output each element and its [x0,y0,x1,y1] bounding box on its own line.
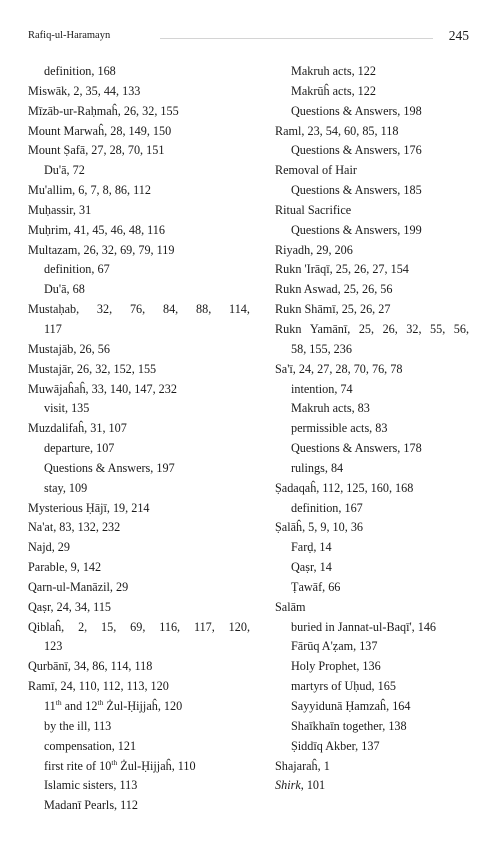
entry-text-part: 11 [44,699,56,713]
index-entry: Mysterious Ḥājī, 19, 214 [28,500,150,515]
index-subentry: 123 [44,639,63,654]
index-subentry: Fārūq A'ẓam, 137 [291,639,378,654]
index-subentry: Ṭawāf, 66 [291,579,341,594]
index-subentry: definition, 168 [44,64,116,78]
index-subentry: Madanī Pearls, 112 [44,798,138,813]
index-subentry: Shaīkhaīn together, 138 [291,718,407,733]
entry-word: 25, [358,321,375,336]
index-entry: Rukn Shāmī, 25, 26, 27 [275,302,391,317]
index-entry: Qaṣr, 24, 34, 115 [28,599,112,614]
entry-word: 120, [228,619,250,634]
running-header [28,30,469,44]
entry-text-part: Shirk [275,778,301,793]
page-number: 245 [448,28,469,43]
index-subentry: Questions & Answers, 185 [291,183,422,198]
index-entry: Mount Marwaĥ, 28, 149, 150 [28,123,172,138]
index-subentry: Farḍ, 14 [291,540,332,555]
index-entry: Mīzāb-ur-Raḥmaĥ, 26, 32, 155 [28,103,179,118]
index-subentry: stay, 109 [44,480,88,495]
index-entry: Salām [275,599,306,614]
entry-word: 84, [162,302,179,317]
index-subentry: 58, 155, 236 [291,341,352,356]
entry-word: 55, [430,321,446,336]
index-subentry: Questions & Answers, 176 [291,143,422,158]
ordinal-suffix: th [97,697,104,707]
entry-text-part: and 12 [61,699,98,713]
index-subentry: Makruh acts, 122 [291,64,376,78]
index-subentry: visit, 135 [44,401,90,416]
index-subentry: definition, 167 [291,500,363,515]
index-subentry: Du'ā, 72 [44,163,85,178]
entry-word: Rukn [275,321,302,336]
entry-word: 56, [453,321,469,336]
entry-text-part: , 101 [300,778,326,793]
index-column-left [28,62,250,816]
index-entry: Mount Ṣafā, 27, 28, 70, 151 [28,143,165,158]
index-entry: Muḥrim, 41, 45, 46, 48, 116 [28,222,165,237]
index-subentry: rulings, 84 [291,460,344,475]
index-entry: Mu'allim, 6, 7, 8, 86, 112 [28,183,151,198]
index-entry: Parable, 9, 142 [28,560,102,575]
index-entry: Qarn-ul-Manāzil, 29 [28,579,129,594]
index-entry: Mustajār, 26, 32, 152, 155 [28,361,157,376]
index-subentry: Questions & Answers, 198 [291,103,422,118]
entry-word: 88, [196,302,212,317]
entry-word: Yamānī, [309,321,351,336]
entry-word: Qiblaĥ, [28,619,65,634]
entry-word: Mustaḥab, [28,302,80,317]
index-subentry: Sayyidunā Ḥamzaĥ, 164 [291,699,411,713]
index-subentry: Makrūĥ acts, 122 [291,83,376,98]
book-title: Rafiq-ul-Haramayn [28,30,111,41]
entry-word: 15, [101,619,117,634]
index-subentry: compensation, 121 [44,738,137,753]
index-entry: Multazam, 26, 32, 69, 79, 119 [28,242,175,257]
index-subentry: buried in Jannat-ul-Baqī', 146 [291,619,437,634]
index-subentry: martyrs of Uḥud, 165 [291,679,396,694]
index-subentry: 117 [44,321,62,336]
index-entry: Najd, 29 [28,540,70,555]
index-subentry: by the ill, 113 [44,718,112,733]
index-subentry: Makruh acts, 83 [291,401,370,416]
index-entry: Qurbānī, 34, 86, 114, 118 [28,659,153,674]
index-entry: Removal of Hair [275,163,357,178]
index-entry: Ramī, 24, 110, 112, 113, 120 [28,679,169,694]
entry-text-part: Żul-Ḥijjaĥ, 110 [117,758,196,773]
index-entry: Rukn 'Irāqī, 25, 26, 27, 154 [275,262,409,277]
index-entry [275,320,469,340]
entry-word: 2, [78,619,88,634]
index-entry [28,300,250,320]
index-entry: Muwājaĥaĥ, 33, 140, 147, 232 [28,381,177,396]
index-entry: Na'at, 83, 132, 232 [28,520,121,535]
index-entry [275,776,469,796]
index-subentry [28,697,250,717]
index-entry: Shajaraĥ, 1 [275,758,330,773]
index-subentry: intention, 74 [291,381,353,396]
index-entry: Riyadh, 29, 206 [275,242,353,257]
index-subentry: permissible acts, 83 [291,421,388,436]
entry-word: 76, [129,302,146,317]
index-entry: Miswāk, 2, 35, 44, 133 [28,83,141,98]
ordinal-suffix: th [111,757,118,767]
entry-text-part: Żul-Ḥijjaĥ, 120 [103,699,183,713]
index-subentry: departure, 107 [44,441,115,456]
index-entry: Mustajāb, 26, 56 [28,341,110,356]
entry-text-part: first rite of 10 [44,758,112,773]
index-entry: Rukn Aswad, 25, 26, 56 [275,282,393,297]
index-entry [28,618,250,638]
index-subentry: definition, 67 [44,262,110,277]
index-subentry: Questions & Answers, 197 [44,460,175,475]
index-subentry: Questions & Answers, 178 [291,441,422,456]
header-rule [160,38,433,39]
entry-word: 114, [229,302,250,317]
index-entry: Muḥassir, 31 [28,202,92,217]
index-entry: Ṣalāĥ, 5, 9, 10, 36 [275,520,364,535]
index-column-right [275,62,469,796]
entry-word: 32, [406,321,422,336]
index-entry: Ritual Sacrifice [275,202,352,217]
index-subentry: Qaṣr, 14 [291,560,332,575]
ordinal-suffix: th [55,697,62,707]
index-entry: Raml, 23, 54, 60, 85, 118 [275,123,399,138]
entry-word: 117, [193,619,215,634]
index-subentry: Holy Prophet, 136 [291,659,381,674]
index-subentry: Du'ā, 68 [44,282,85,297]
index-subentry: Islamic sisters, 113 [44,778,138,793]
index-entry: Muzdalifaĥ, 31, 107 [28,421,127,436]
entry-word: 116, [159,619,181,634]
index-subentry: Questions & Answers, 199 [291,222,422,237]
entry-word: 32, [96,302,113,317]
index-entry: Sa'ī, 24, 27, 28, 70, 76, 78 [275,361,403,376]
entry-word: 26, [382,321,398,336]
index-subentry: Ṣiddīq Akber, 137 [291,738,380,753]
index-entry: Ṣadaqaĥ, 112, 125, 160, 168 [275,480,414,495]
index-subentry [28,757,250,777]
entry-word: 69, [130,619,146,634]
